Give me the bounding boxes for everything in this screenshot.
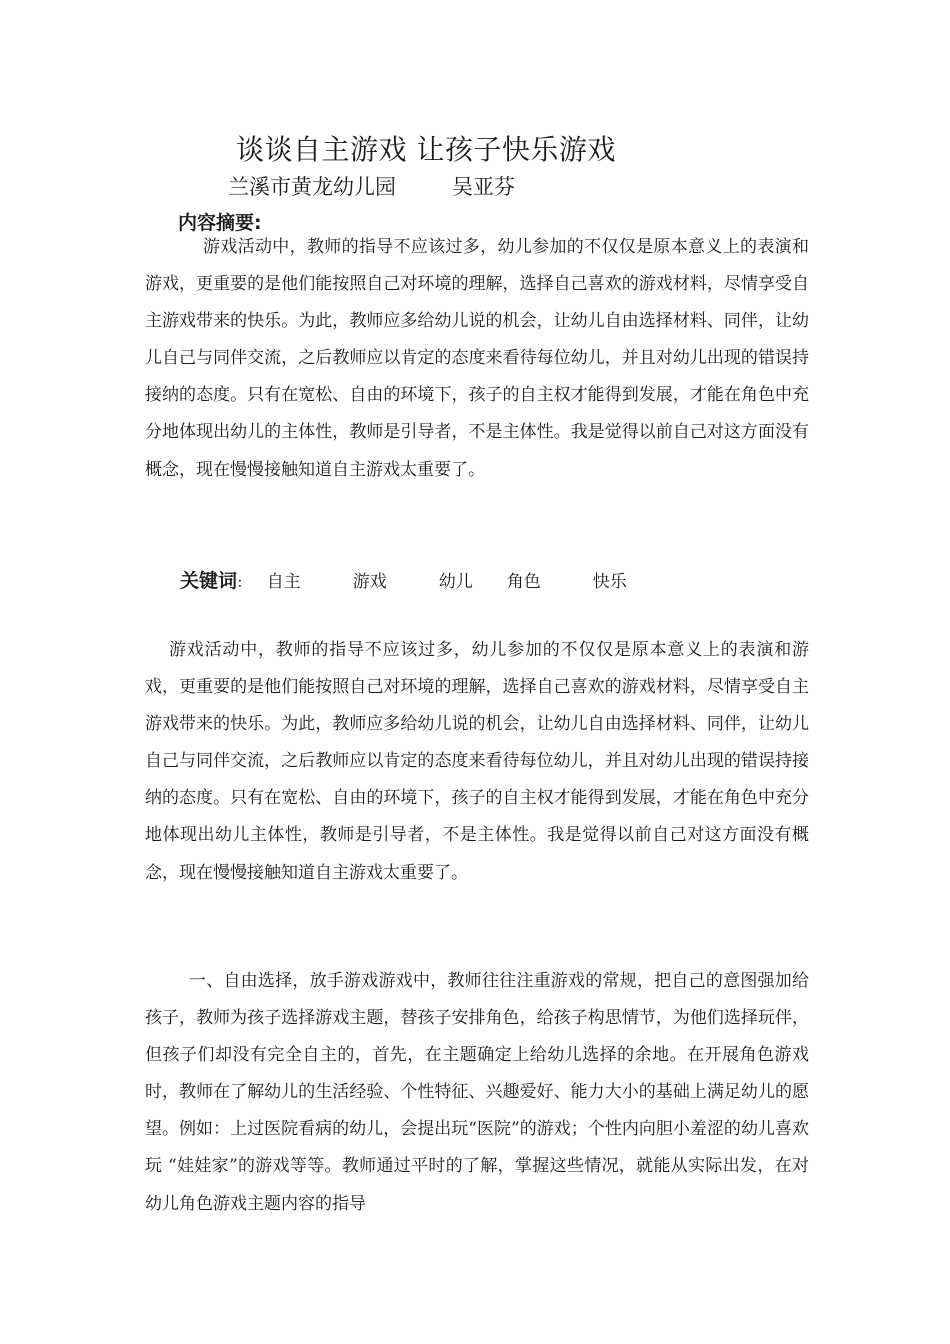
institution-name: 兰溪市黄龙幼儿园	[228, 175, 396, 199]
keyword: 自主	[266, 572, 301, 592]
byline	[228, 172, 515, 202]
keywords-line	[180, 567, 627, 596]
keywords-heading: 关键词	[180, 570, 238, 592]
keyword: 角色	[506, 572, 541, 592]
author-name: 吴亚芬	[452, 175, 515, 199]
keyword: 幼儿	[438, 572, 473, 592]
keywords-colon: :	[237, 572, 243, 592]
body-paragraph-2: 一、自由选择，放手游戏游戏中，教师往往注重游戏的常规，把自己的意图强加给孩子，教师为孩子选择游戏主题，替孩子安排角色，给孩子构思情节，为他们选择玩伴，但孩子们却没有完全自主的，首先，在主题确定上给幼儿选择的余地。在开展角色游戏时，教师在了解幼儿的生活经验、个性特征、兴趣爱好、能力大小的基础上满足幼儿的愿望。例如：上过医院看病的幼儿，会提出玩“医院”的游戏；个性内向胆小羞涩的幼儿喜欢玩 “娃娃家”的游戏等等。教师通过平时的了解，掌握这些情况，就能从实际出发，在对幼儿角色游戏主题内容的指导	[145, 971, 809, 1214]
keyword: 游戏	[352, 572, 387, 592]
body-paragraph-1: 游戏活动中，教师的指导不应该过多，幼儿参加的不仅仅是原本意义上的表演和游戏，更重要的是他们能按照自己对环境的理解，选择自己喜欢的游戏材料，尽情享受自主游戏带来的快乐。为此，教师应多给幼儿说的机会，让幼儿自由选择材料、同伴，让幼儿自己与同伴交流，之后教师应以肯定的态度来看待每位幼儿，并且对幼儿出现的错误持接纳的态度。只有在宽松、自由的环境下，孩子的自主权才能得到发展，才能在角色中充分地体现出幼儿主体性，教师是引导者，不是主体性。我是觉得以前自己对这方面没有概念，现在慢慢接触知道自主游戏太重要了。	[145, 640, 809, 883]
keyword: 快乐	[592, 572, 627, 592]
abstract-text: 游戏活动中，教师的指导不应该过多，幼儿参加的不仅仅是原本意义上的表演和游戏，更重要的是他们能按照自己对环境的理解，选择自己喜欢的游戏材料，尽情享受自主游戏带来的快乐。为此，教师应多给幼儿说的机会，让幼儿自由选择材料、同伴，让幼儿自己与同伴交流，之后教师应以肯定的态度来看待每位幼儿，并且对幼儿出现的错误持接纳的态度。只有在宽松、自由的环境下，孩子的自主权才能得到发展，才能在角色中充分地体现出幼儿的主体性，教师是引导者，不是主体性。我是觉得以前自己对这方面没有概念，现在慢慢接触知道自主游戏太重要了。	[145, 237, 809, 480]
abstract-heading: 内容摘要:	[178, 212, 262, 234]
document-title: 谈谈自主游戏 让孩子快乐游戏	[236, 133, 616, 166]
